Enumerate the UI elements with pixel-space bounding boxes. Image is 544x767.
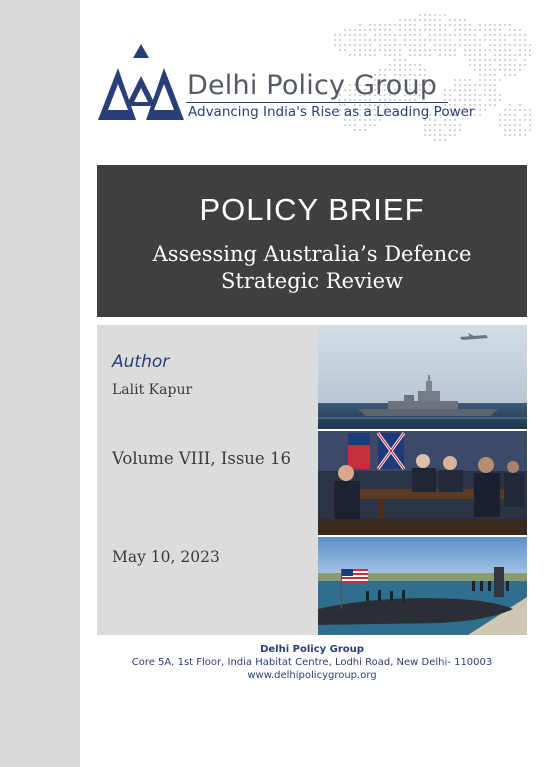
info-panel bbox=[97, 325, 318, 635]
publication-date: May 10, 2023 bbox=[112, 548, 220, 566]
document-title bbox=[97, 241, 527, 295]
volume-issue: Volume VIII, Issue 16 bbox=[112, 449, 291, 468]
tagline: Advancing India's Rise as a Leading Power bbox=[188, 104, 475, 120]
left-margin-strip bbox=[0, 0, 80, 767]
tagline-divider bbox=[186, 102, 448, 103]
photo-leaders-meeting bbox=[318, 431, 527, 535]
photo-warship bbox=[318, 325, 527, 429]
photo-submarine bbox=[318, 537, 527, 635]
dpg-triangle-logo-icon bbox=[96, 42, 186, 122]
document-type: POLICY BRIEF bbox=[199, 192, 425, 227]
cover-page bbox=[80, 0, 544, 767]
document-title-line1: Assessing Australia’s Defence bbox=[152, 242, 472, 266]
title-band bbox=[97, 165, 527, 317]
footer-website-link[interactable]: www.delhipolicygroup.org bbox=[247, 670, 377, 681]
footer-org-name: Delhi Policy Group bbox=[260, 644, 364, 655]
document-title-line2: Strategic Review bbox=[220, 269, 404, 293]
footer-address: Core 5A, 1st Floor, India Habitat Centre, Lodhi Road, New Delhi- 110003 bbox=[131, 657, 493, 668]
author-label: Author bbox=[112, 352, 170, 372]
org-name: Delhi Policy Group bbox=[187, 70, 438, 101]
footer bbox=[97, 643, 527, 682]
author-name: Lalit Kapur bbox=[112, 382, 193, 398]
